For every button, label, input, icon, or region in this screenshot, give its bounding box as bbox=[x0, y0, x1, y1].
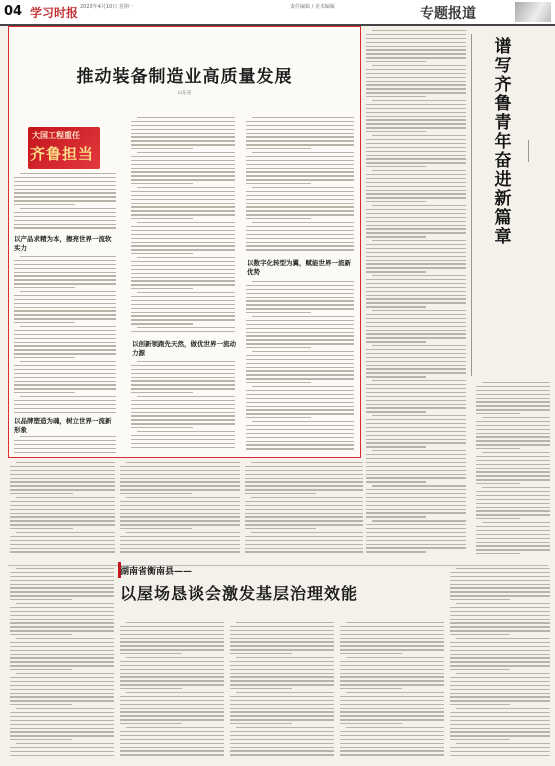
main-article-title[interactable]: 推动装备制造业高质量发展 bbox=[76, 67, 293, 87]
masthead-logo: 学习时报 bbox=[30, 6, 79, 20]
feature-badge-line2: 齐鲁担当 bbox=[30, 145, 95, 163]
main-col-2-top bbox=[131, 117, 235, 336]
section-title: 专题报道 bbox=[420, 6, 476, 22]
main-col-1-bottom bbox=[14, 436, 116, 456]
right-article-byline bbox=[524, 140, 532, 162]
main-col-3-bottom bbox=[246, 281, 354, 453]
lower-left-col bbox=[10, 462, 115, 558]
bottom-col-5 bbox=[450, 568, 550, 762]
header-meta: 2023年4月10日 星期一 bbox=[80, 4, 134, 10]
header-editors: 责任编辑 / 美术编辑 bbox=[290, 4, 335, 10]
main-col-1-top bbox=[14, 173, 116, 233]
lower-mid-col-a bbox=[120, 462, 240, 558]
middle-col bbox=[366, 30, 466, 558]
main-subhead-1: 以产品求精为本，擦亮世界一流软实力 bbox=[14, 235, 112, 252]
section-decoration bbox=[515, 2, 551, 22]
bottom-col-4 bbox=[340, 622, 444, 762]
right-divider bbox=[471, 34, 472, 376]
bottom-article-title[interactable]: 以屋场恳谈会激发基层治理效能 bbox=[120, 584, 359, 603]
page-number: 04 bbox=[4, 4, 23, 19]
lower-mid-col-b bbox=[245, 462, 363, 558]
right-article-title[interactable]: 谱写齐鲁青年奋进新篇章 bbox=[494, 37, 512, 247]
main-subhead-4: 以数字化转型为翼，赋能世界一流新优势 bbox=[247, 259, 351, 276]
feature-badge-line1: 大国工程重任 bbox=[32, 131, 80, 140]
main-subhead-3: 以品牌塑造为魂，树立世界一流新形象 bbox=[14, 417, 112, 434]
main-col-1-mid bbox=[14, 256, 116, 418]
main-col-3-top bbox=[246, 117, 354, 257]
bottom-col-3 bbox=[230, 622, 334, 762]
bottom-col-1 bbox=[10, 568, 114, 762]
bottom-col-2 bbox=[120, 622, 224, 762]
main-article-byline: 山东省 bbox=[177, 91, 192, 96]
main-subhead-2: 以创新领跑先天然，做优世界一流动力源 bbox=[132, 340, 236, 357]
main-col-2-bottom bbox=[131, 361, 235, 453]
right-col-body bbox=[476, 382, 550, 558]
bottom-article-subtitle: 湖南省衡南县—— bbox=[120, 567, 193, 577]
